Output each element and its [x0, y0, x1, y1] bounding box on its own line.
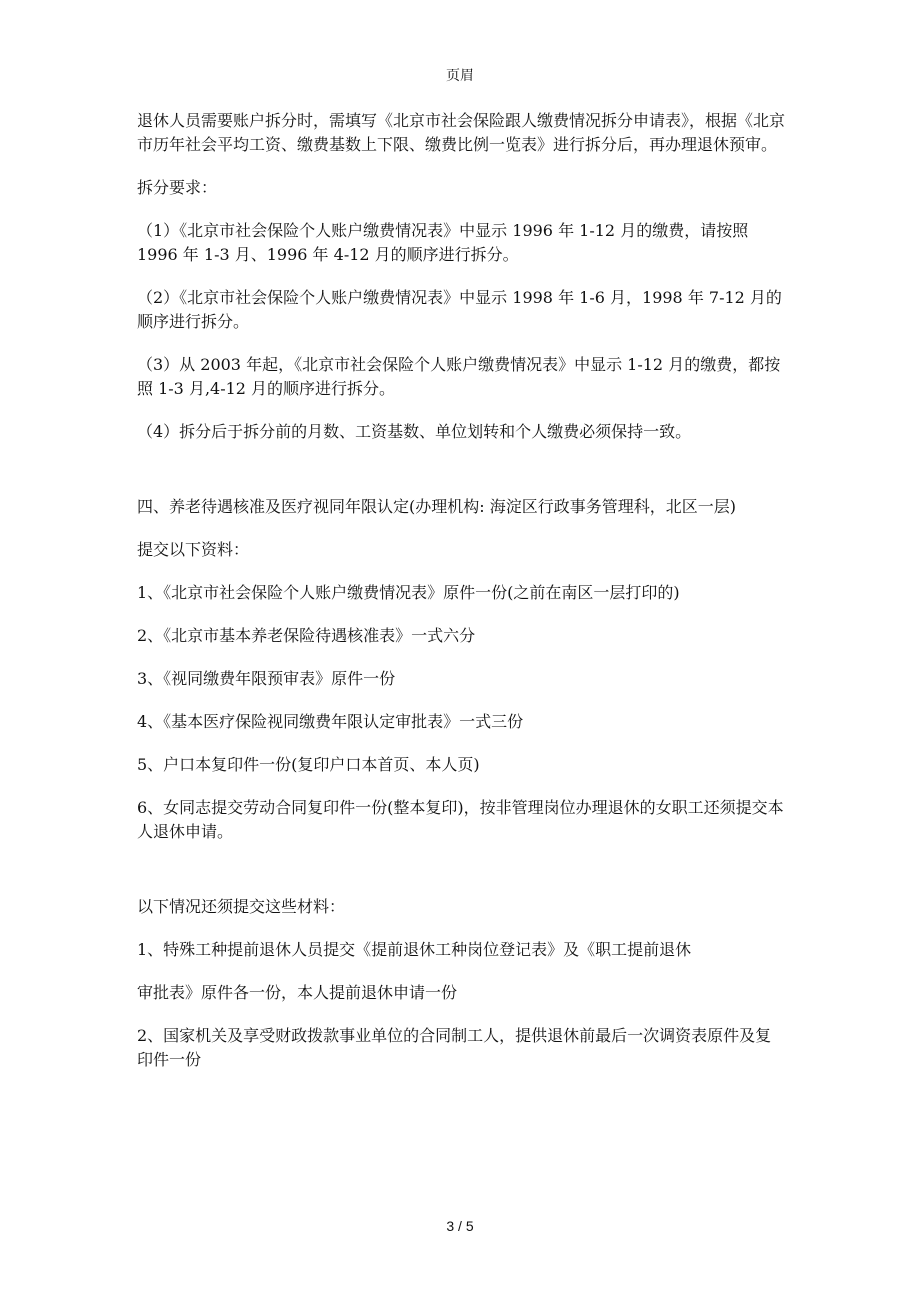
- paragraph-requirement-4: （4）拆分后于拆分前的月数、工资基数、单位划转和个人缴费必须保持一致。: [137, 422, 692, 441]
- paragraph-additional-materials: 以下情况还须提交这些材料：: [137, 897, 346, 916]
- page-number: 3 / 5: [446, 1218, 474, 1234]
- additional-item-1-continued: 审批表》原件各一份，本人提前退休申请一份: [137, 983, 458, 1002]
- section-heading-4: 四、养老待遇核准及医疗视同年限认定(办理机构: 海淀区行政事务管理科，北区一层): [137, 497, 736, 516]
- list-item-1: 1、《北京市社会保险个人账户缴费情况表》原件一份(之前在南区一层打印的): [137, 583, 680, 602]
- paragraph-split-requirements-heading: 拆分要求：: [137, 178, 218, 197]
- additional-item-1: 1、特殊工种提前退休人员提交《提前退休工种岗位登记表》及《职工提前退休: [137, 940, 692, 959]
- document-body: [137, 109, 787, 1072]
- paragraph-submit-materials: 提交以下资料：: [137, 540, 250, 559]
- list-item-4: 4、《基本医疗保险视同缴费年限认定审批表》一式三份: [137, 712, 524, 731]
- list-item-2: 2、《北京市基本养老保险待遇核准表》一式六分: [137, 626, 476, 645]
- paragraph-account-split-intro: 退休人员需要账户拆分时，需填写《北京市社会保险跟人缴费情况拆分申请表》，根据《北京市历年社会平均工资、缴费基数上下限、缴费比例一览表》进行拆分后，再办理退休预审。: [137, 111, 786, 154]
- list-item-6: 6、女同志提交劳动合同复印件一份(整本复印)，按非管理岗位办理退休的女职工还须提交本人退休申请。: [137, 798, 784, 841]
- additional-item-2: 2、国家机关及享受财政拨款事业单位的合同制工人，提供退休前最后一次调资表原件及复印件一份: [137, 1026, 772, 1069]
- list-item-3: 3、《视同缴费年限预审表》原件一份: [137, 669, 396, 688]
- list-item-5: 5、户口本复印件一份(复印户口本首页、本人页): [137, 755, 480, 774]
- paragraph-requirement-3: （3）从 2003 年起，《北京市社会保险个人账户缴费情况表》中显示 1-12 月的缴费，都按照 1-3 月,4-12 月的顺序进行拆分。: [137, 355, 781, 398]
- page-header: 页眉: [446, 68, 474, 84]
- paragraph-requirement-1: （1）《北京市社会保险个人账户缴费情况表》中显示 1996 年 1-12 月的缴费，请按照 1996 年 1-3 月、1996 年 4-12 月的顺序进行拆分。: [137, 221, 749, 264]
- paragraph-requirement-2: （2）《北京市社会保险个人账户缴费情况表》中显示 1998 年 1-6 月，1998 年 7-12 月的顺序进行拆分。: [137, 288, 782, 331]
